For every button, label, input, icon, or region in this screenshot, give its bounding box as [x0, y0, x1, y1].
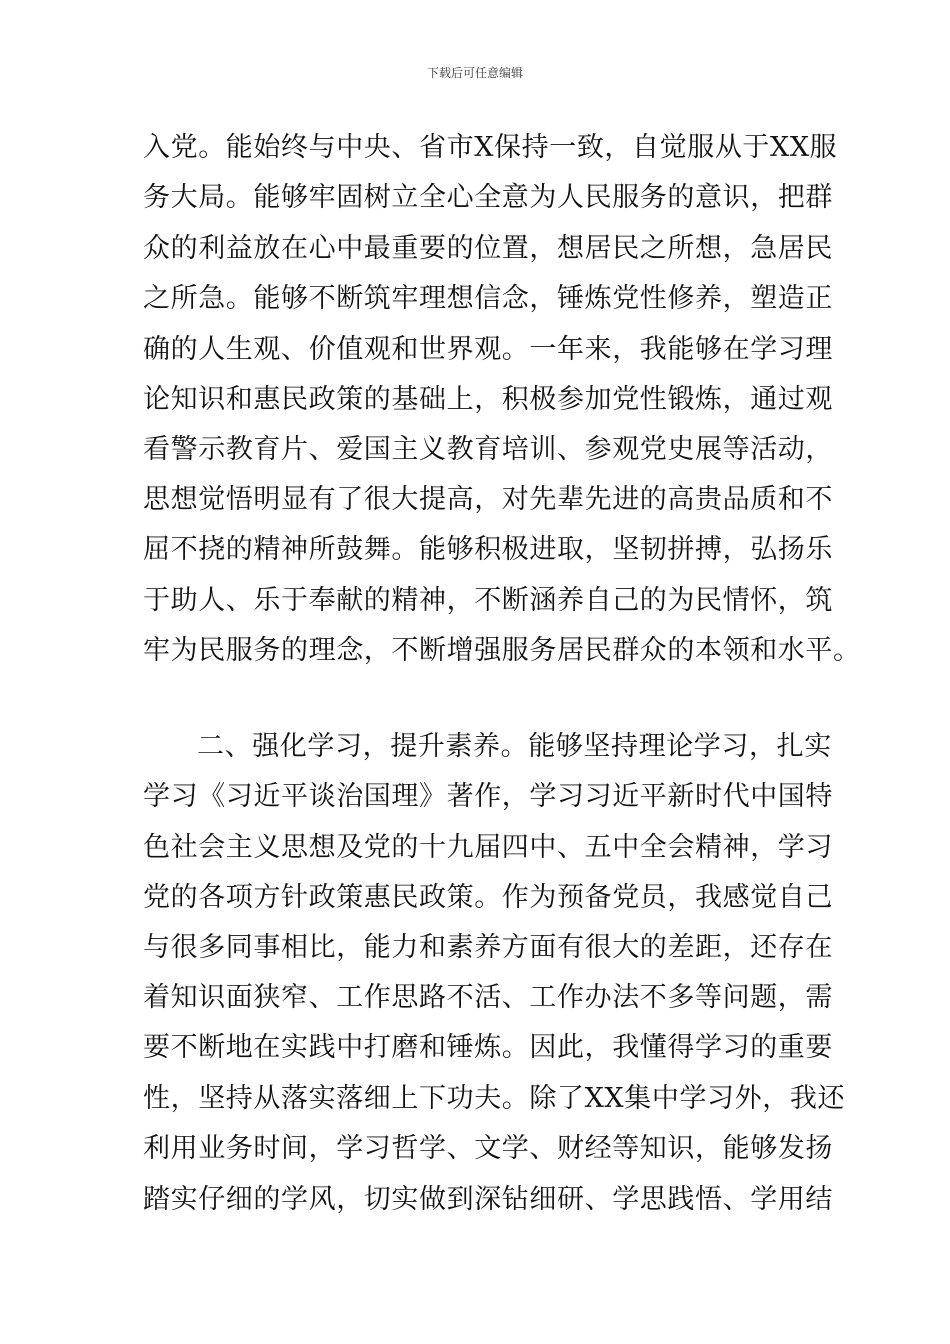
paragraph-2-line: 党的各项方针政策惠民政策。作为预备党员，我感觉自己 [143, 882, 833, 913]
paragraph-2-line: 要不断地在实践中打磨和锤炼。因此，我懂得学习的重要 [143, 1032, 833, 1063]
paragraph-2-line: 性，坚持从落实落细上下功夫。除了XX集中学习外，我还 [143, 1083, 846, 1114]
paragraph-1-line: 入党。能始终与中央、省市X保持一致，自觉服从于XX服 [143, 132, 838, 163]
paragraph-1-line: 屈不挠的精神所鼓舞。能够积极进取，坚韧拼搏，弘扬乐 [143, 534, 833, 565]
paragraph-2-line: 踏实仔细的学风，切实做到深钻细研、学思践悟、学用结 [143, 1184, 833, 1215]
paragraph-2-line: 学习《习近平谈治国理》著作，学习习近平新时代中国特 [143, 781, 833, 812]
paragraph-1-line: 看警示教育片、爱国主义教育培训、参观党史展等活动， [143, 434, 833, 465]
paragraph-2-line: 二、强化学习，提升素养。能够坚持理论学习，扎实 [197, 731, 832, 762]
paragraph-1-line: 论知识和惠民政策的基础上，积极参加党性锻炼，通过观 [143, 384, 833, 415]
paragraph-1-line: 众的利益放在心中最重要的位置，想居民之所想，急居民 [143, 233, 833, 264]
paragraph-1-line: 确的人生观、价值观和世界观。一年来，我能够在学习理 [143, 334, 833, 365]
paragraph-2-line: 着知识面狭窄、工作思路不活、工作办法不多等问题，需 [143, 982, 833, 1013]
paragraph-1-line: 思想觉悟明显有了很大提高，对先辈先进的高贵品质和不 [143, 484, 833, 515]
paragraph-1-line: 于助人、乐于奉献的精神，不断涵养自己的为民情怀，筑 [143, 585, 833, 616]
paragraph-1-line: 牢为民服务的理念，不断增强服务居民群众的本领和水平。 [143, 635, 861, 666]
paragraph-2-line: 利用业务时间，学习哲学、文学、财经等知识，能够发扬 [143, 1133, 833, 1164]
paragraph-1-line: 务大局。能够牢固树立全心全意为人民服务的意识，把群 [143, 182, 833, 213]
paragraph-1-line: 之所急。能够不断筑牢理想信念，锤炼党性修养，塑造正 [143, 283, 833, 314]
page-header: 下载后可任意编辑 [426, 66, 523, 80]
paragraph-2-line: 与很多同事相比，能力和素养方面有很大的差距，还存在 [143, 932, 833, 963]
paragraph-2-line: 色社会主义思想及党的十九届四中、五中全会精神，学习 [143, 832, 833, 863]
